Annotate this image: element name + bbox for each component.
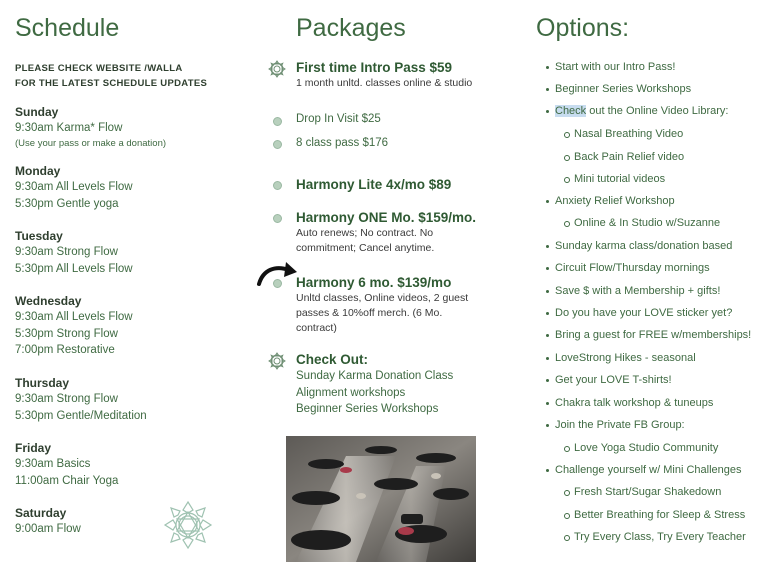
option-item: LoveStrong Hikes - seasonal — [555, 351, 696, 365]
class-slot: 5:30pm All Levels Flow — [15, 262, 133, 275]
class-slot: 5:30pm Strong Flow — [15, 327, 118, 340]
package-class-pass: 8 class pass $176 — [296, 137, 389, 149]
yoga-class-photo — [286, 436, 476, 562]
package-title: Harmony 6 mo. $139/mo — [296, 275, 452, 290]
package-desc: commitment; Cancel anytime. — [296, 242, 435, 254]
options-heading: Options: — [536, 14, 630, 42]
package-desc: passes & 10%off merch. (6 Mo. — [296, 307, 443, 319]
checkout-item: Beginner Series Workshops — [296, 403, 439, 415]
package-harmony-one — [296, 209, 521, 256]
day-tuesday — [15, 228, 245, 277]
option-subitem: Online & In Studio w/Suzanne — [574, 216, 720, 230]
option-item: Check out the Online Video Library: — [555, 104, 728, 118]
package-check-out — [296, 351, 521, 418]
day-thursday — [15, 375, 245, 424]
notice-line: FOR THE LATEST SCHEDULE UPDATES — [15, 78, 208, 89]
option-subitem: Better Breathing for Sleep & Stress — [574, 508, 745, 522]
class-slot: 9:30am All Levels Flow — [15, 311, 133, 323]
package-intro-pass — [296, 59, 521, 91]
highlighted-word: Check — [555, 105, 587, 117]
curved-arrow-icon — [255, 258, 299, 288]
schedule-column — [0, 0, 250, 583]
option-item: Bring a guest for FREE w/memberships! — [555, 328, 751, 342]
package-desc: Unltd classes, Online videos, 2 guest — [296, 292, 469, 304]
option-subitem: Try Every Class, Try Every Teacher — [574, 530, 746, 544]
option-item: Anxiety Relief Workshop — [555, 194, 675, 208]
option-subitem: Love Yoga Studio Community — [574, 441, 718, 455]
day-name: Saturday — [15, 506, 67, 520]
day-name: Monday — [15, 164, 61, 178]
option-subitem: Back Pain Relief video — [574, 150, 684, 164]
day-monday — [15, 163, 245, 212]
bullet-dot-icon — [273, 140, 282, 149]
day-name: Thursday — [15, 376, 70, 390]
class-slot: 9:30am Karma* Flow — [15, 122, 123, 134]
lotus-flower-icon — [268, 352, 286, 370]
class-slot: 5:30pm Gentle yoga — [15, 197, 119, 210]
package-desc: 1 month unltd. classes online & studio — [296, 77, 473, 89]
day-sunday — [15, 104, 245, 150]
package-desc: contract) — [296, 322, 337, 334]
option-subitem: Mini tutorial videos — [574, 172, 665, 186]
day-wednesday — [15, 293, 245, 359]
option-subitem: Fresh Start/Sugar Shakedown — [574, 485, 721, 499]
day-friday — [15, 440, 245, 489]
chakra-seal-icon — [163, 500, 213, 550]
day-name: Tuesday — [15, 229, 63, 243]
class-slot: 9:30am Basics — [15, 458, 91, 470]
package-drop-in: Drop In Visit $25 — [296, 113, 381, 125]
package-harmony-six — [296, 274, 521, 336]
option-item: Save $ with a Membership + gifts! — [555, 284, 720, 298]
slot-note: (Use your pass or make a donation) — [15, 137, 167, 149]
class-slot: 11:00am Chair Yoga — [15, 474, 119, 487]
option-item: Get your LOVE T-shirts! — [555, 373, 672, 387]
package-title: First time Intro Pass $59 — [296, 60, 453, 75]
checkout-item: Sunday Karma Donation Class — [296, 370, 454, 382]
class-slot: 7:00pm Restorative — [15, 344, 115, 356]
lotus-flower-icon — [268, 60, 286, 78]
schedule-notice — [15, 61, 207, 91]
package-title: Harmony ONE Mo. $159/mo. — [296, 210, 477, 225]
class-slot: 5:30pm Gentle/Meditation — [15, 409, 147, 422]
class-slot: 9:30am All Levels Flow — [15, 181, 133, 193]
bullet-dot-icon — [273, 181, 282, 190]
class-slot: 9:30am Strong Flow — [15, 393, 118, 405]
option-item: Chakra talk workshop & tuneups — [555, 396, 713, 410]
package-desc: Auto renews; No contract. No — [296, 227, 434, 239]
option-item: Sunday karma class/donation based — [555, 239, 732, 253]
bullet-dot-icon — [273, 117, 282, 126]
packages-heading: Packages — [296, 14, 406, 42]
option-subitem: Nasal Breathing Video — [574, 127, 683, 141]
option-item: Circuit Flow/Thursday mornings — [555, 261, 710, 275]
option-item: Beginner Series Workshops — [555, 82, 691, 96]
notice-line: PLEASE CHECK WEBSITE /WALLA — [15, 63, 183, 74]
package-harmony-lite: Harmony Lite 4x/mo $89 — [296, 177, 452, 192]
option-item: Challenge yourself w/ Mini Challenges — [555, 463, 741, 477]
day-name: Sunday — [15, 105, 59, 119]
checkout-item: Alignment workshops — [296, 386, 406, 399]
package-title: Check Out: — [296, 352, 369, 367]
class-slot: 9:00am Flow — [15, 523, 81, 535]
day-name: Friday — [15, 441, 52, 455]
schedule-heading: Schedule — [15, 14, 120, 42]
option-item: Start with our Intro Pass! — [555, 60, 675, 74]
class-slot: 9:30am Strong Flow — [15, 246, 118, 258]
bullet-dot-icon — [273, 214, 282, 223]
day-name: Wednesday — [15, 294, 82, 308]
options-column — [530, 0, 768, 583]
option-item: Join the Private FB Group: — [555, 418, 685, 432]
option-item: Do you have your LOVE sticker yet? — [555, 306, 732, 320]
